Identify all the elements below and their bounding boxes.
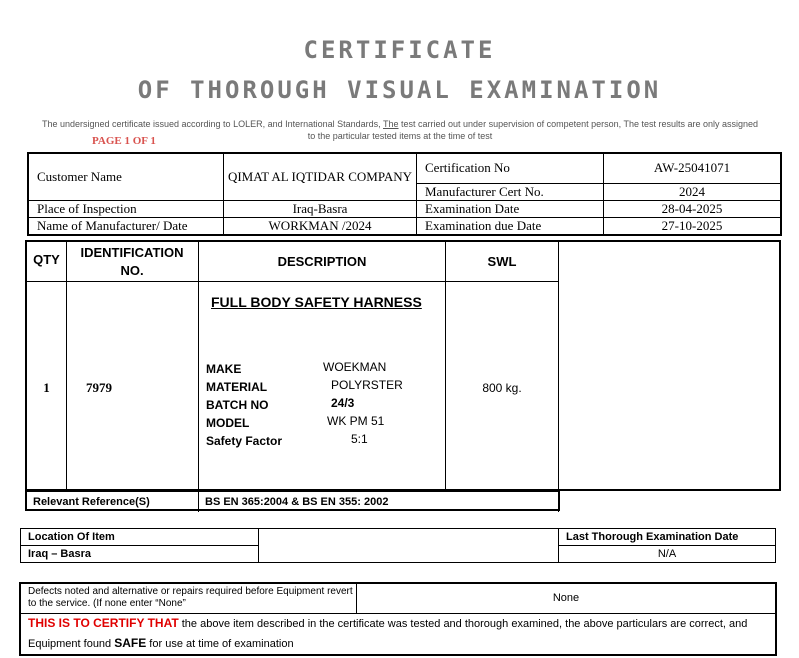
place-value: Iraq-Basra: [224, 200, 417, 217]
spec-row: MATERIAL POLYRSTER: [206, 378, 403, 394]
spec-row: Safety Factor 5:1: [206, 432, 368, 448]
item-id: 7979: [86, 380, 112, 395]
col-qty-header: QTY: [33, 252, 60, 267]
place-label: Place of Inspection: [28, 200, 224, 217]
col-desc-header: DESCRIPTION: [277, 254, 367, 269]
certificate-title: CERTIFICATE: [303, 36, 496, 64]
location-blank: [259, 529, 559, 563]
location-value: Iraq – Basra: [21, 546, 259, 563]
certificate-header-table: [27, 152, 782, 236]
cert-no-value: AW-25041071: [604, 153, 782, 183]
defects-table: [19, 582, 777, 656]
manufacturer-value: WORKMAN /2024: [224, 217, 417, 235]
reference-value: BS EN 365:2004 & BS EN 355: 2002: [205, 496, 389, 508]
customer-name-label: Customer Name: [28, 153, 224, 200]
spec-row: BATCH NO 24/3: [206, 396, 355, 412]
certificate-subtitle: OF THOROUGH VISUAL EXAMINATION: [137, 76, 662, 104]
exam-date-value: 28-04-2025: [604, 200, 782, 217]
mfr-cert-value: 2024: [604, 183, 782, 200]
last-exam-label: Last Thorough Examination Date: [559, 529, 776, 546]
intro-statement: The undersigned certificate issued according to LOLER, and International Standards, The test carried out under supervision of competent person, The test results are only assigned to the particular tested items at the time of test: [41, 119, 759, 141]
col-id-header: IDENTIFICATION NO.: [80, 245, 184, 278]
defects-label: Defects noted and alternative or repairs required before Equipment revert to the service. (If none enter “None”: [20, 583, 357, 613]
col-swl-header: SWL: [487, 254, 517, 269]
customer-name-value: QIMAT AL IQTIDAR COMPANY: [224, 153, 417, 200]
certification-statement: THIS IS TO CERTIFY THAT the above item described in the certificate was tested and thorough examined, the above particulars are correct, and Equipment found SAFE for use at time of examination: [20, 613, 776, 655]
item-title: FULL BODY SAFETY HARNESS: [211, 294, 422, 310]
item-swl: 800 kg.: [482, 381, 522, 395]
spec-row: MODEL WK PM 51: [206, 414, 385, 430]
manufacturer-label: Name of Manufacturer/ Date: [28, 217, 224, 235]
item-qty: 1: [43, 380, 50, 395]
defects-value: None: [357, 583, 777, 613]
exam-date-label: Examination Date: [417, 200, 604, 217]
location-label: Location Of Item: [21, 529, 259, 546]
last-exam-value: N/A: [559, 546, 776, 563]
reference-label: Relevant Reference(S): [33, 496, 150, 508]
spec-row: MAKE WOEKMAN: [206, 360, 387, 376]
cert-no-label: Certification No: [417, 153, 604, 183]
item-specs: [206, 360, 436, 450]
exam-due-value: 27-10-2025: [604, 217, 782, 235]
location-table: [20, 528, 776, 563]
exam-due-label: Examination due Date: [417, 217, 604, 235]
mfr-cert-label: Manufacturer Cert No.: [417, 183, 604, 200]
page-indicator: PAGE 1 OF 1: [92, 135, 156, 147]
